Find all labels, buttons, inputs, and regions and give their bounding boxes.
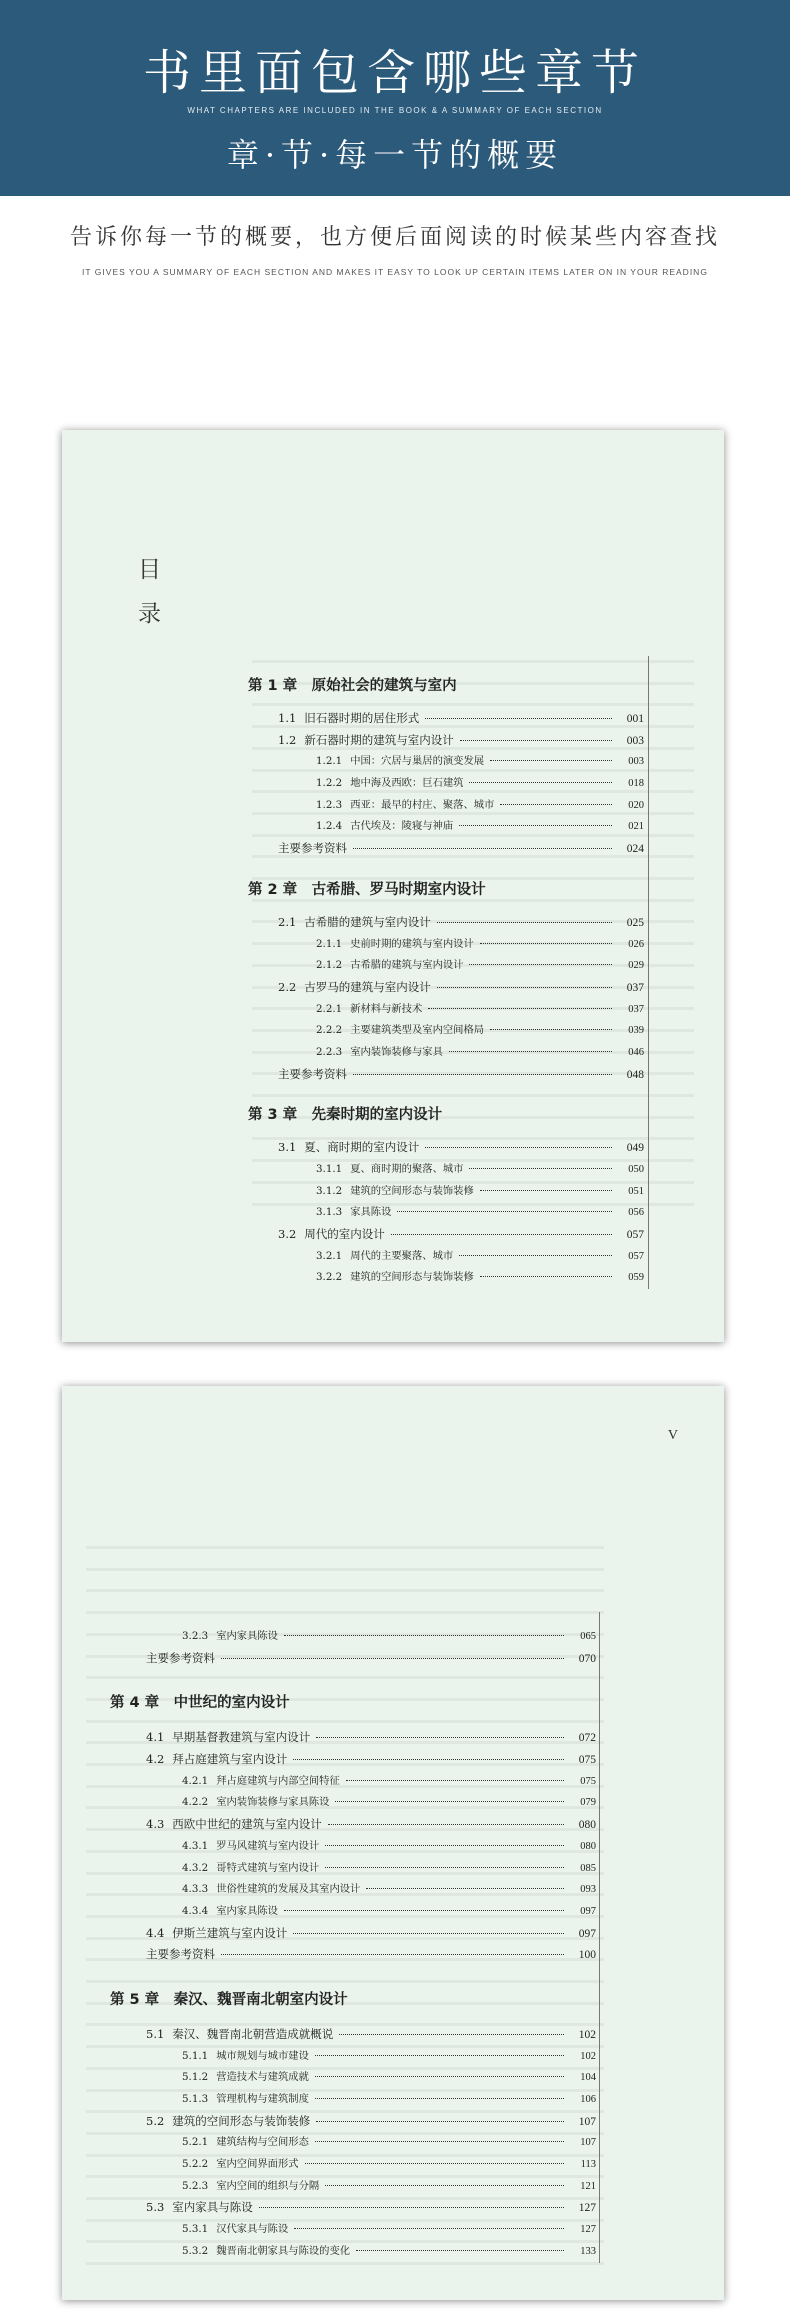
section-title: 古罗马的建筑与室内设计	[304, 979, 431, 994]
section-title: 新材料与新技术	[350, 1002, 423, 1015]
section-title: 城市规划与城市建设	[216, 2049, 309, 2062]
page-ref: 057	[626, 1229, 644, 1242]
section-title: 主要参考资料	[146, 1650, 215, 1665]
toc-entry	[110, 2067, 600, 2089]
page-ref: 102	[580, 2050, 596, 2062]
section-title: 主要参考资料	[146, 1947, 215, 1962]
section-title: 地中海及西欧：巨石建筑	[350, 777, 464, 790]
toc-entry	[248, 773, 648, 795]
toc-entry	[110, 2046, 600, 2068]
section-number: 4.2	[146, 1752, 165, 1767]
dot-leader	[469, 782, 612, 783]
toc-entry	[248, 1267, 648, 1289]
dot-leader	[366, 1888, 564, 1889]
dot-leader	[490, 760, 612, 761]
dot-leader	[221, 1658, 564, 1659]
section-number: 5.2.1	[182, 2136, 209, 2149]
section-number: 1.2	[278, 732, 297, 747]
section-number: 3.2.3	[182, 1630, 209, 1642]
page-ref: 107	[580, 2137, 596, 2149]
toc-list-page-1	[248, 656, 648, 1289]
page-ref: 079	[580, 1797, 596, 1809]
toc-entry	[110, 2024, 600, 2046]
toc-entry	[248, 977, 648, 999]
dot-leader	[391, 1234, 612, 1235]
section-number: 3.2.2	[316, 1271, 343, 1284]
section-number: 4.1	[146, 1730, 165, 1745]
page-ref: 037	[628, 1003, 644, 1015]
dot-leader	[469, 1168, 612, 1169]
page-ref: 127	[580, 2224, 596, 2236]
ghost-line	[86, 2262, 604, 2265]
page-ref: 029	[628, 960, 644, 972]
references-entry	[248, 1064, 648, 1086]
toc-entry	[248, 1224, 648, 1246]
page-ref: 039	[628, 1025, 644, 1037]
page-ref: 080	[580, 1840, 596, 1852]
dot-leader	[490, 1029, 612, 1030]
toc-entry	[110, 1727, 600, 1749]
section-title: 建筑的空间形态与装饰装修	[172, 2113, 311, 2128]
toc-entry	[110, 1626, 600, 1648]
section-title: 主要参考资料	[278, 841, 347, 856]
section-number: 5.1.2	[182, 2071, 209, 2084]
section-title: 室内装饰装修与家具陈设	[216, 1796, 330, 1809]
dot-leader	[305, 2163, 564, 2164]
section-title: 伊斯兰建筑与室内设计	[172, 1925, 288, 1940]
section-number: 1.2.4	[316, 820, 343, 833]
toc-entry	[110, 2154, 600, 2176]
section-title: 家具陈设	[350, 1206, 392, 1219]
references-entry	[110, 1648, 600, 1670]
dot-leader	[428, 1008, 612, 1009]
dot-leader	[221, 1954, 564, 1955]
page-ref: 059	[628, 1272, 644, 1284]
ghost-line	[86, 1546, 604, 1549]
dot-leader	[397, 1211, 612, 1212]
dot-leader	[284, 1910, 564, 1911]
dot-leader	[315, 2055, 564, 2056]
toc-entry	[248, 912, 648, 934]
page-ref: 075	[578, 1754, 596, 1767]
section-number: 5.1.1	[182, 2049, 209, 2062]
toc-entry	[248, 1020, 648, 1042]
toc-entry	[110, 1879, 600, 1901]
dot-leader	[293, 1933, 564, 1934]
toc-entry	[110, 2197, 600, 2219]
dot-leader	[353, 1074, 612, 1075]
section-number: 2.2.3	[316, 1045, 343, 1058]
chapter-heading: 第 4 章 中世纪的室内设计	[110, 1695, 290, 1712]
section-title: 拜占庭建筑与内部空间特征	[216, 1774, 340, 1787]
dot-leader	[425, 718, 612, 719]
page-ref: 020	[628, 799, 644, 811]
section-title: 管理机构与建筑制度	[216, 2093, 309, 2105]
section-number: 2.1.2	[316, 959, 343, 972]
references-entry	[110, 1944, 600, 1966]
toc-entry	[110, 1836, 600, 1858]
page-ref: 021	[628, 821, 644, 833]
page-ref: 106	[580, 2094, 596, 2105]
dot-leader	[449, 1051, 612, 1052]
section-title: 拜占庭建筑与室内设计	[172, 1752, 288, 1767]
section-number: 3.1.1	[316, 1163, 343, 1175]
page-ref: 100	[578, 1949, 596, 1962]
section-title: 史前时期的建筑与室内设计	[350, 937, 474, 950]
dot-leader	[325, 2185, 564, 2186]
toc-entry	[110, 1858, 600, 1880]
references-entry	[248, 838, 648, 860]
toc-heading: 目录	[138, 557, 161, 627]
page-ref: 085	[580, 1862, 596, 1874]
page-ref: 003	[626, 734, 644, 747]
toc-entry	[248, 1042, 648, 1064]
page-ref: 001	[626, 713, 644, 725]
section-title: 室内家具与陈设	[172, 2200, 253, 2215]
section-number: 4.4	[146, 1925, 165, 1940]
page-ref: 024	[626, 843, 644, 856]
section-title: 室内家具陈设	[216, 1630, 278, 1642]
dot-leader	[353, 848, 612, 849]
page-ref: 048	[626, 1068, 644, 1081]
page-ref: 003	[628, 756, 644, 768]
section-title: 主要参考资料	[278, 1066, 347, 1081]
page-ref: 065	[580, 1631, 596, 1642]
section-number: 5.1	[146, 2026, 165, 2041]
dot-leader	[325, 1845, 564, 1846]
section-number: 2.1	[278, 914, 297, 929]
page-ref: 056	[628, 1207, 644, 1219]
dot-leader	[335, 1801, 564, 1802]
page-ref: 018	[628, 778, 644, 790]
section-title: 古希腊的建筑与室内设计	[350, 959, 464, 972]
section-title: 旧石器时期的居住形式	[304, 711, 420, 725]
page-ref: 121	[580, 2180, 596, 2192]
section-title: 西欧中世纪的建筑与室内设计	[172, 1817, 322, 1832]
page-ref: 037	[626, 981, 644, 994]
section-number: 1.2.2	[316, 777, 343, 790]
section-title: 哥特式建筑与室内设计	[216, 1861, 320, 1874]
toc-entry	[110, 2241, 600, 2263]
intro-english-text: IT GIVES YOU A SUMMARY OF EACH SECTION AND MAKES IT EASY TO LOOK UP CERTAIN ITEMS LATER ON IN YOUR READING	[82, 267, 708, 277]
page-ref: 046	[628, 1046, 644, 1058]
toc-entry	[110, 1814, 600, 1836]
dot-leader	[425, 1147, 612, 1148]
page-ref: 097	[578, 1927, 596, 1940]
chapter-heading: 第 1 章 原始社会的建筑与室内	[248, 678, 457, 694]
page-ref: 127	[578, 2202, 596, 2215]
toc-list-page-2	[110, 1626, 600, 2263]
page-ref: 102	[578, 2028, 596, 2041]
dot-leader	[315, 2141, 564, 2142]
section-title: 汉代家具与陈设	[216, 2223, 289, 2236]
dot-leader	[294, 2228, 564, 2229]
section-number: 5.2.2	[182, 2158, 209, 2171]
section-title: 西亚：最早的村庄、聚落、城市	[350, 798, 495, 811]
section-title: 夏、商时期的聚落、城市	[350, 1163, 464, 1175]
section-number: 5.1.3	[182, 2093, 209, 2105]
toc-entry	[248, 1181, 648, 1203]
dot-leader	[437, 922, 612, 923]
section-number: 5.3	[146, 2200, 165, 2215]
toc-entry	[110, 1792, 600, 1814]
dot-leader	[437, 987, 612, 988]
section-title: 罗马风建筑与室内设计	[216, 1839, 320, 1852]
section-number: 3.1.3	[316, 1206, 343, 1219]
section-title: 周代的主要聚落、城市	[350, 1249, 454, 1262]
page-ref: 093	[580, 1884, 596, 1896]
section-number: 3.2.1	[316, 1249, 343, 1262]
section-number: 4.2.1	[182, 1774, 209, 1787]
chapter-heading: 第 3 章 先秦时期的室内设计	[248, 1107, 443, 1124]
section-number: 1.2.1	[316, 755, 343, 768]
banner-english-subtitle: WHAT CHAPTERS ARE INCLUDED IN THE BOOK & A SUMMARY OF EACH SECTION	[187, 106, 603, 115]
toc-entry	[248, 999, 648, 1021]
dot-leader	[315, 2076, 564, 2077]
dot-leader	[316, 1737, 564, 1738]
section-title: 建筑结构与空间形态	[216, 2136, 309, 2149]
section-number: 1.2.3	[316, 798, 343, 811]
section-number: 3.2	[278, 1227, 297, 1242]
section-number: 3.1	[278, 1140, 297, 1155]
section-number: 2.1.1	[316, 937, 343, 950]
section-number: 4.3.4	[182, 1904, 209, 1917]
section-title: 中国：穴居与巢居的演变发展	[350, 755, 485, 768]
section-title: 魏晋南北朝家具与陈设的变化	[216, 2244, 351, 2257]
toc-entry	[248, 934, 648, 956]
section-title: 周代的室内设计	[304, 1227, 385, 1242]
banner-subtitle: 章·节·每一节的概要	[226, 136, 564, 174]
dot-leader	[328, 1824, 564, 1825]
dot-leader	[356, 2250, 564, 2251]
page-ref: 057	[628, 1250, 644, 1262]
dot-leader	[325, 1867, 564, 1868]
section-title: 世俗性建筑的发展及其室内设计	[216, 1883, 361, 1896]
section-title: 夏、商时期的室内设计	[304, 1140, 420, 1155]
page-ref: 097	[580, 1905, 596, 1917]
dot-leader	[293, 1759, 564, 1760]
page-ref: 072	[578, 1732, 596, 1745]
dot-leader	[459, 1255, 612, 1256]
section-number: 4.3	[146, 1817, 165, 1832]
toc-page-1	[62, 430, 724, 1342]
dot-leader	[460, 740, 612, 741]
toc-entry	[110, 1901, 600, 1923]
page-ref: 104	[580, 2072, 596, 2084]
ghost-line	[86, 1611, 604, 1614]
section-number: 1.1	[278, 711, 297, 725]
dot-leader	[346, 1780, 564, 1781]
toc-entry	[248, 816, 648, 838]
toc-entry	[248, 1159, 648, 1181]
section-title: 秦汉、魏晋南北朝营造成就概说	[172, 2026, 334, 2041]
intro-text: 告诉你每一节的概要，也方便后面阅读的时候某些内容查找	[69, 225, 720, 250]
page-ref: 107	[578, 2115, 596, 2128]
toc-entry	[248, 955, 648, 977]
page-ref: 026	[628, 938, 644, 950]
section-number: 4.2.2	[182, 1796, 209, 1809]
toc-entry	[248, 708, 648, 730]
page-ref: 113	[580, 2159, 596, 2171]
page-ref: 080	[578, 1819, 596, 1832]
dot-leader	[480, 943, 612, 944]
banner-title: 书里面包含哪些章节	[142, 45, 647, 101]
section-number: 4.3.3	[182, 1883, 209, 1896]
section-number: 5.2.3	[182, 2179, 209, 2192]
section-title: 古代埃及：陵寝与神庙	[350, 820, 454, 833]
section-number: 2.2	[278, 979, 297, 994]
section-number: 3.1.2	[316, 1184, 343, 1197]
toc-entry	[110, 1749, 600, 1771]
dot-leader	[316, 2121, 564, 2122]
toc-entry	[248, 730, 648, 752]
page-ref: 025	[626, 916, 644, 929]
toc-entry	[110, 2111, 600, 2133]
section-title: 新石器时期的建筑与室内设计	[304, 732, 454, 747]
dot-leader	[315, 2098, 564, 2099]
toc-entry	[248, 751, 648, 773]
section-number: 5.3.1	[182, 2223, 209, 2236]
section-title: 建筑的空间形态与装饰装修	[350, 1271, 474, 1284]
section-number: 2.2.1	[316, 1002, 343, 1015]
toc-entry	[110, 2219, 600, 2241]
section-title: 早期基督教建筑与室内设计	[172, 1730, 311, 1745]
toc-entry	[110, 2089, 600, 2111]
section-title: 室内空间界面形式	[216, 2158, 299, 2171]
toc-entry	[110, 1771, 600, 1793]
chapter-heading: 第 2 章 古希腊、罗马时期室内设计	[248, 881, 486, 898]
dot-leader	[480, 1190, 612, 1191]
page-ref: 070	[578, 1652, 596, 1665]
toc-entry	[110, 2132, 600, 2154]
dot-leader	[469, 964, 612, 965]
section-number: 2.2.2	[316, 1024, 343, 1037]
ghost-line	[86, 1568, 604, 1571]
toc-entry	[248, 1137, 648, 1159]
toc-entry	[110, 1923, 600, 1945]
toc-vertical-rule	[599, 1612, 600, 2263]
section-title: 古希腊的建筑与室内设计	[304, 914, 431, 929]
section-number: 5.3.2	[182, 2244, 209, 2257]
chapter-heading: 第 5 章 秦汉、魏晋南北朝室内设计	[110, 1991, 348, 2008]
header-banner	[0, 0, 790, 196]
dot-leader	[480, 1276, 612, 1277]
toc-entry	[248, 1202, 648, 1224]
section-title: 室内空间的组织与分隔	[216, 2179, 320, 2192]
toc-entry	[248, 1246, 648, 1268]
page-ref: 050	[628, 1164, 644, 1175]
dot-leader	[500, 804, 612, 805]
section-number: 4.3.1	[182, 1839, 209, 1852]
dot-leader	[459, 825, 612, 826]
dot-leader	[284, 1635, 564, 1636]
page-ref: 051	[628, 1185, 644, 1197]
section-title: 建筑的空间形态与装饰装修	[350, 1184, 474, 1197]
dot-leader	[259, 2207, 564, 2208]
page-ref: 049	[626, 1142, 644, 1155]
dot-leader	[339, 2034, 564, 2035]
toc-page-2	[62, 1386, 724, 2300]
page-number: V	[667, 1428, 678, 1443]
section-title: 室内装饰装修与家具	[350, 1045, 443, 1058]
page-ref: 133	[580, 2245, 596, 2257]
section-number: 4.3.2	[182, 1861, 209, 1874]
section-title: 室内家具陈设	[216, 1904, 278, 1917]
ghost-line	[86, 1589, 604, 1592]
page-ref: 075	[580, 1775, 596, 1787]
section-title: 主要建筑类型及室内空间格局	[350, 1024, 485, 1037]
toc-entry	[110, 2176, 600, 2198]
section-number: 5.2	[146, 2113, 165, 2128]
toc-vertical-rule	[648, 656, 649, 1289]
toc-entry	[248, 795, 648, 817]
section-title: 营造技术与建筑成就	[216, 2071, 309, 2084]
